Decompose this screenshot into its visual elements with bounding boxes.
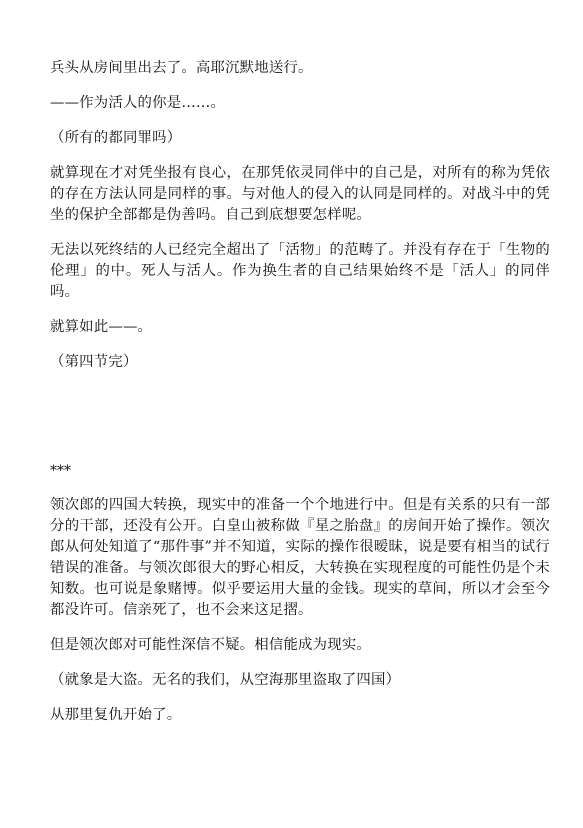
document-page	[50, 58, 550, 726]
paragraph-5: 无法以死终结的人已经完全超出了「活物」的范畴了。并没有存在于「生物的伦理」的中。死人与活人。作为换生者的自己结果始终不是「活人」的同伴吗。	[50, 242, 550, 300]
section-separator: ***	[50, 463, 71, 479]
paragraph-8: 但是领次郎对可能性深信不疑。相信能成为现实。	[50, 637, 371, 653]
paragraph-6: 就算如此——。	[50, 319, 153, 335]
paragraph-10: 从那里复仇开始了。	[50, 707, 182, 723]
section-end-note: （第四节完）	[50, 354, 138, 370]
paragraph-7: 领次郎的四国大转换，现实中的准备一个个地进行中。但是有关系的只有一部分的干部，还没有公开。白皇山被称做『星之胎盘』的房间开始了操作。领次郎从何处知道了“那件事”并不知道，实际的操作很暧昧，说是要有相当的试行错误的准备。与领次郎很大的野心相反，大转换在实现程度的可能性仍是个未知数。也可说是象赌博。似乎要运用大量的金钱。现实的草间，所以才会至今都没许可。信亲死了，也不会来这足摺。	[50, 497, 550, 618]
paragraph-4: 就算现在才对凭坐报有良心，在那凭依灵同伴中的自己是，对所有的称为凭依的存在方法认同是同样的事。与对他人的侵入的认同是同样的。对战斗中的凭坐的保护全部都是伪善吗。自己到底想要怎样呢。	[50, 165, 550, 223]
paragraph-3: （所有的都同罪吗）	[50, 130, 182, 146]
paragraph-1: 兵头从房间里出去了。高耶沉默地送行。	[50, 60, 313, 76]
paragraph-2: ——作为活人的你是……。	[50, 95, 226, 111]
paragraph-9: （就象是大盗。无名的我们，从空海那里盗取了四国）	[50, 672, 401, 688]
